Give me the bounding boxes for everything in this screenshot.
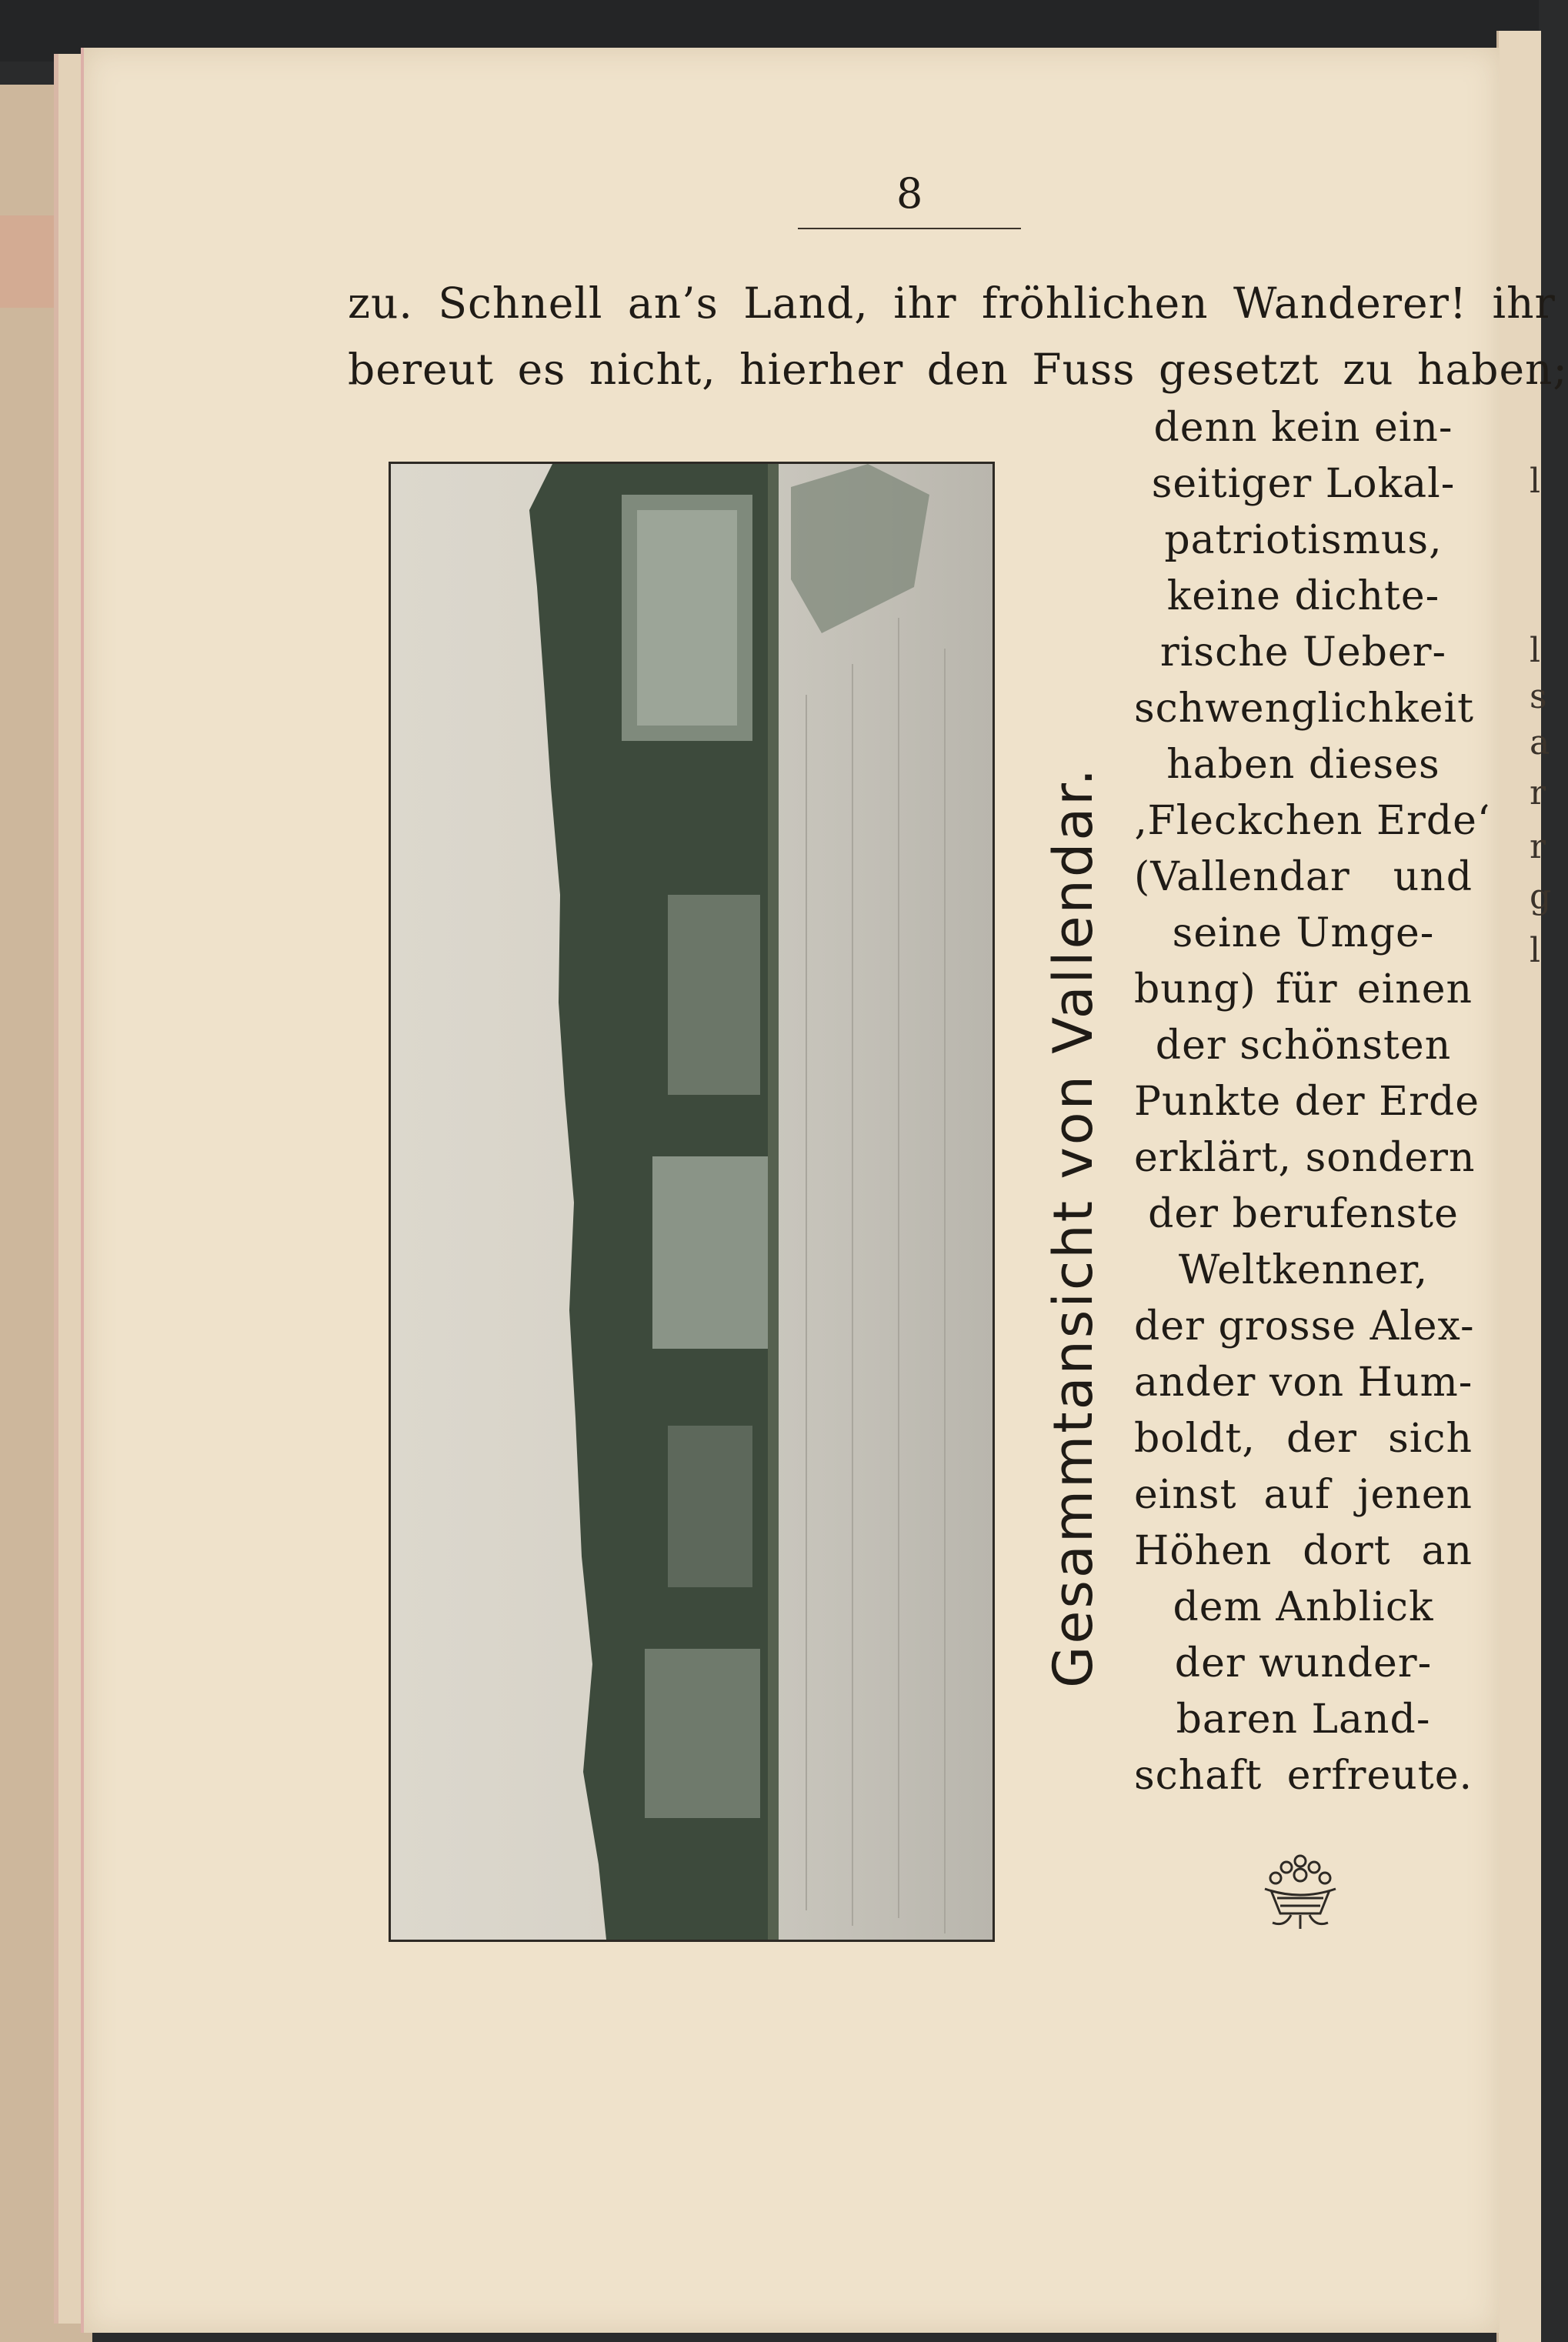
adjacent-page-letter: l (1530, 462, 1541, 501)
side-text-line: haben dieses (1166, 742, 1440, 788)
side-text-column (1134, 400, 1491, 1804)
side-text-line: Punkte der Erde (1134, 1079, 1480, 1125)
page-number: 8 (896, 169, 923, 218)
side-text-line: der berufenste (1148, 1191, 1459, 1237)
side-text-line: Weltkenner, (1178, 1247, 1429, 1293)
side-text-line: baren Land- (1176, 1696, 1431, 1743)
side-text-line: der wunder- (1174, 1640, 1433, 1686)
side-text-line: rische Ueber- (1159, 629, 1447, 676)
side-text-line: (Vallendar und (1134, 854, 1473, 900)
adjacent-page-letter: s (1530, 677, 1547, 716)
side-text-line: denn kein ein- (1153, 405, 1453, 451)
adjacent-page-letter: g (1530, 877, 1552, 916)
side-text-line: Höhen dort an (1134, 1528, 1473, 1574)
side-text-line: seitiger Lokal- (1151, 461, 1456, 507)
flower-basket-ornament-icon (1254, 1850, 1346, 1935)
side-text-line: der schönsten (1155, 1023, 1452, 1069)
body-line: zu. Schnell an’s Land, ihr fröhlichen Wanderer! ihr (348, 279, 1556, 328)
side-text-line: bung) für einen (1134, 966, 1473, 1013)
adjacent-page-letter: a (1530, 723, 1550, 762)
side-text-line: der grosse Alex- (1134, 1303, 1475, 1349)
body-line: bereut es nicht, hierher den Fuss gesetzt zu haben; (348, 345, 1568, 394)
photo-caption: Gesammtansicht von Vallendar. (1042, 766, 1105, 1688)
header-rule (798, 228, 1021, 229)
adjacent-page-letter: r (1530, 827, 1546, 866)
side-text-line: einst auf jenen (1134, 1472, 1473, 1518)
side-text-line: schaft erfreute. (1134, 1753, 1473, 1799)
side-text-line: ‚Fleckchen Erde‘ (1134, 798, 1491, 844)
side-text-line: dem Anblick (1173, 1584, 1434, 1630)
adjacent-page-letter: r (1530, 773, 1546, 812)
side-text-line: schwenglichkeit (1134, 686, 1475, 732)
side-text-line: ander von Hum- (1134, 1359, 1473, 1406)
side-text-line: seine Umge- (1172, 910, 1435, 956)
side-text-line: keine dichte- (1166, 573, 1440, 619)
side-text-line: patriotismus, (1164, 517, 1443, 563)
side-text-line: boldt, der sich (1134, 1416, 1473, 1462)
photo-caption-wrapper (1023, 766, 1123, 1688)
vallendar-photograph (389, 462, 995, 1942)
side-text-line: erklärt, sondern (1134, 1135, 1476, 1181)
adjacent-page-letter: l (1530, 931, 1541, 970)
adjacent-page-letter: l (1530, 631, 1541, 670)
